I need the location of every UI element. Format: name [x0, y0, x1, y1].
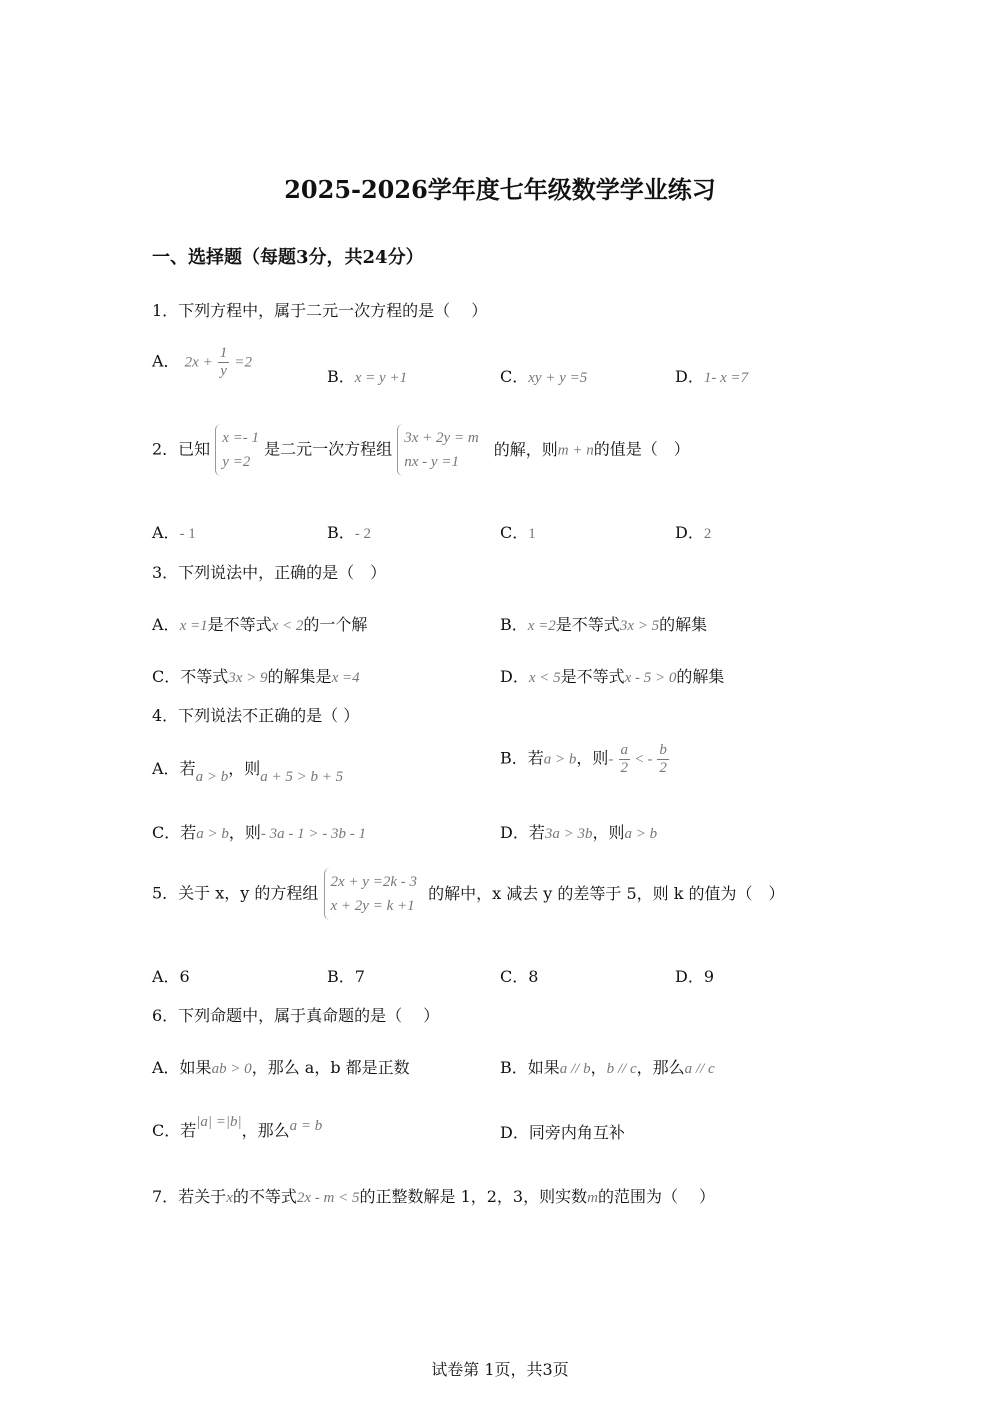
- question-5-option-c: C．8: [500, 967, 539, 986]
- equation: 3x + 2y = m: [404, 430, 479, 446]
- math-expression: xy + y =5: [528, 370, 588, 386]
- option-text: ，: [590, 1058, 607, 1077]
- option-label: C．: [500, 523, 529, 542]
- fraction-numerator: b: [659, 742, 667, 758]
- math-expression: x = y +1: [354, 370, 408, 386]
- question-5-option-b: B．7: [327, 967, 365, 986]
- math-expression: x: [226, 1190, 233, 1206]
- equation: x + 2y = k +1: [330, 898, 415, 914]
- stem-text: 的范围为（ ）: [597, 1187, 716, 1206]
- question-5-option-a: A．6: [152, 967, 190, 986]
- question-2-option-c: [500, 520, 536, 543]
- fraction-numerator: a: [620, 742, 629, 758]
- option-label: B．: [327, 367, 355, 386]
- question-5-option-d: D．9: [675, 967, 715, 986]
- question-6-option-a: [152, 1055, 410, 1078]
- solution-system: [215, 424, 259, 476]
- option-label: A．: [152, 615, 180, 634]
- option-text: A．如果: [152, 1058, 212, 1077]
- option-text: ，则: [576, 748, 609, 768]
- equation: y =2: [222, 454, 251, 470]
- math-expression: a = b: [289, 1118, 323, 1134]
- option-text: 的一个解: [303, 615, 368, 634]
- question-4-option-a: [152, 756, 344, 785]
- option-label: A．: [152, 351, 180, 371]
- question-3-option-a: [152, 612, 367, 635]
- math-expression: a > b: [624, 826, 658, 842]
- option-label: B．: [327, 523, 355, 542]
- question-6-option-b: [500, 1055, 715, 1078]
- question-1-option-c: [500, 364, 587, 387]
- question-4-option-d: [500, 820, 657, 843]
- math-expression: x =2: [527, 618, 556, 634]
- option-text: ，则: [228, 823, 261, 842]
- stem-text: 的值是（ ）: [593, 439, 690, 459]
- option-value: - 1: [179, 526, 196, 542]
- math-expression: 3a > 3b: [544, 826, 593, 842]
- fraction-denominator: y: [220, 362, 227, 379]
- option-text: C．若: [152, 1121, 197, 1140]
- math-expression: 3x > 9: [228, 670, 268, 686]
- math-expression: -: [608, 751, 614, 768]
- option-text: 的解集: [659, 615, 708, 634]
- option-label: D．: [500, 667, 529, 686]
- option-text: 是不等式: [207, 615, 272, 634]
- math-expression: a > b: [196, 826, 229, 842]
- stem-text: 的不等式: [232, 1187, 297, 1206]
- math-expression: - 3a - 1 > - 3b - 1: [260, 826, 367, 842]
- option-text: 不等式: [180, 667, 229, 686]
- question-1-option-a: [152, 345, 252, 379]
- math-expression: a > b: [543, 751, 577, 768]
- page-title: 2025-2026学年度七年级数学学业练习: [284, 175, 716, 204]
- question-1-option-d: [675, 364, 748, 387]
- question-6-option-d: D．同旁内角互补: [500, 1123, 625, 1142]
- stem-text: 的正整数解是 1，2，3，则实数: [359, 1187, 588, 1206]
- option-label: A．: [152, 759, 180, 778]
- question-2-option-d: [675, 520, 711, 543]
- fraction-denominator: 2: [659, 759, 667, 776]
- option-value: - 2: [354, 526, 372, 542]
- math-expression: |a| =|b|: [196, 1114, 242, 1130]
- math-expression: x < 2: [271, 618, 304, 634]
- option-text: B．如果: [500, 1058, 560, 1077]
- equation: 2x + y =2k - 3: [330, 874, 417, 890]
- question-6-stem: 6．下列命题中，属于真命题的是（ ）: [152, 1006, 440, 1025]
- fraction: [619, 742, 631, 776]
- fraction: [218, 345, 230, 379]
- option-text: ，那么: [241, 1121, 290, 1140]
- option-text: 若: [527, 748, 544, 768]
- math-expression: x =4: [331, 670, 360, 686]
- option-text: ，则: [228, 759, 261, 778]
- math-expression: 3x > 5: [619, 618, 660, 634]
- option-label: B．: [500, 748, 528, 768]
- math-expression: b // c: [606, 1061, 637, 1077]
- option-label: D．: [675, 523, 704, 542]
- question-4-stem: 4．下列说法不正确的是（ ）: [152, 706, 360, 725]
- stem-text: 2．已知: [152, 439, 211, 459]
- question-4-option-c: [152, 820, 366, 843]
- math-expression: 2x - m < 5: [296, 1190, 360, 1206]
- question-3-option-c: [152, 664, 360, 687]
- option-text: 的解集是: [267, 667, 332, 686]
- option-text: ，则: [592, 823, 625, 842]
- option-text: 若: [180, 823, 197, 842]
- option-text: ，那么: [636, 1058, 685, 1077]
- question-4-option-b: [500, 742, 669, 776]
- question-1-stem: 1．下列方程中，属于二元一次方程的是（ ）: [152, 301, 488, 320]
- option-label: A．: [152, 523, 180, 542]
- option-label: B．: [500, 615, 528, 634]
- math-expression: a > b: [195, 769, 229, 785]
- math-expression: x - 5 > 0: [624, 670, 677, 686]
- stem-text: 5．关于 x，y 的方程组: [152, 883, 319, 903]
- equation: nx - y =1: [404, 454, 459, 470]
- option-text: 若: [179, 759, 196, 778]
- question-2-option-a: [152, 520, 196, 543]
- math-expression: m + n: [557, 442, 594, 459]
- question-3-option-d: [500, 664, 724, 687]
- math-expression: a + 5 > b + 5: [260, 769, 344, 785]
- option-label: D．: [675, 367, 704, 386]
- math-expression: m: [587, 1190, 598, 1206]
- equation-system: [397, 424, 478, 476]
- section-heading: 一、选择题（每题3分，共24分）: [152, 247, 424, 268]
- math-expression: 2x +: [184, 354, 213, 371]
- question-7-stem: [152, 1184, 715, 1207]
- question-2-option-b: [327, 520, 371, 543]
- fraction-numerator: 1: [219, 345, 228, 361]
- math-expression: =2: [234, 354, 252, 371]
- math-expression: ab > 0: [211, 1061, 252, 1077]
- math-expression: < -: [635, 751, 653, 768]
- question-6-option-c: [152, 1114, 323, 1141]
- option-value: 2: [703, 526, 712, 542]
- math-expression: x =1: [179, 618, 208, 634]
- fraction-denominator: 2: [620, 759, 629, 776]
- question-5-stem: [152, 868, 785, 920]
- math-expression: a // c: [684, 1061, 715, 1077]
- stem-text: 的解中，x 减去 y 的差等于 5，则 k 的值为（ ）: [428, 883, 785, 903]
- option-text: 是不等式: [555, 615, 620, 634]
- option-label: D．: [500, 823, 529, 842]
- stem-text: 的解，则: [493, 439, 558, 459]
- page-footer: 试卷第 1页，共3页: [431, 1360, 569, 1379]
- option-text: ，那么 a，b 都是正数: [251, 1058, 410, 1077]
- option-text: 若: [528, 823, 545, 842]
- fraction: [657, 742, 669, 776]
- question-3-option-b: [500, 612, 707, 635]
- option-value: 1: [528, 526, 536, 542]
- stem-text: 7．若关于: [152, 1187, 227, 1206]
- option-label: C．: [152, 823, 181, 842]
- option-text: 是不等式: [560, 667, 625, 686]
- stem-text: 是二元一次方程组: [264, 439, 393, 459]
- math-expression: a // b: [559, 1061, 591, 1077]
- math-expression: 1- x =7: [703, 370, 749, 386]
- option-text: 的解集: [676, 667, 725, 686]
- option-label: C．: [152, 667, 181, 686]
- math-expression: x < 5: [528, 670, 561, 686]
- question-2-stem: [152, 424, 690, 476]
- option-label: C．: [500, 367, 529, 386]
- question-1-option-b: [327, 364, 407, 387]
- equation: x =- 1: [222, 430, 260, 446]
- equation-system: [324, 868, 417, 920]
- question-3-stem: 3．下列说法中，正确的是（ ）: [152, 563, 387, 582]
